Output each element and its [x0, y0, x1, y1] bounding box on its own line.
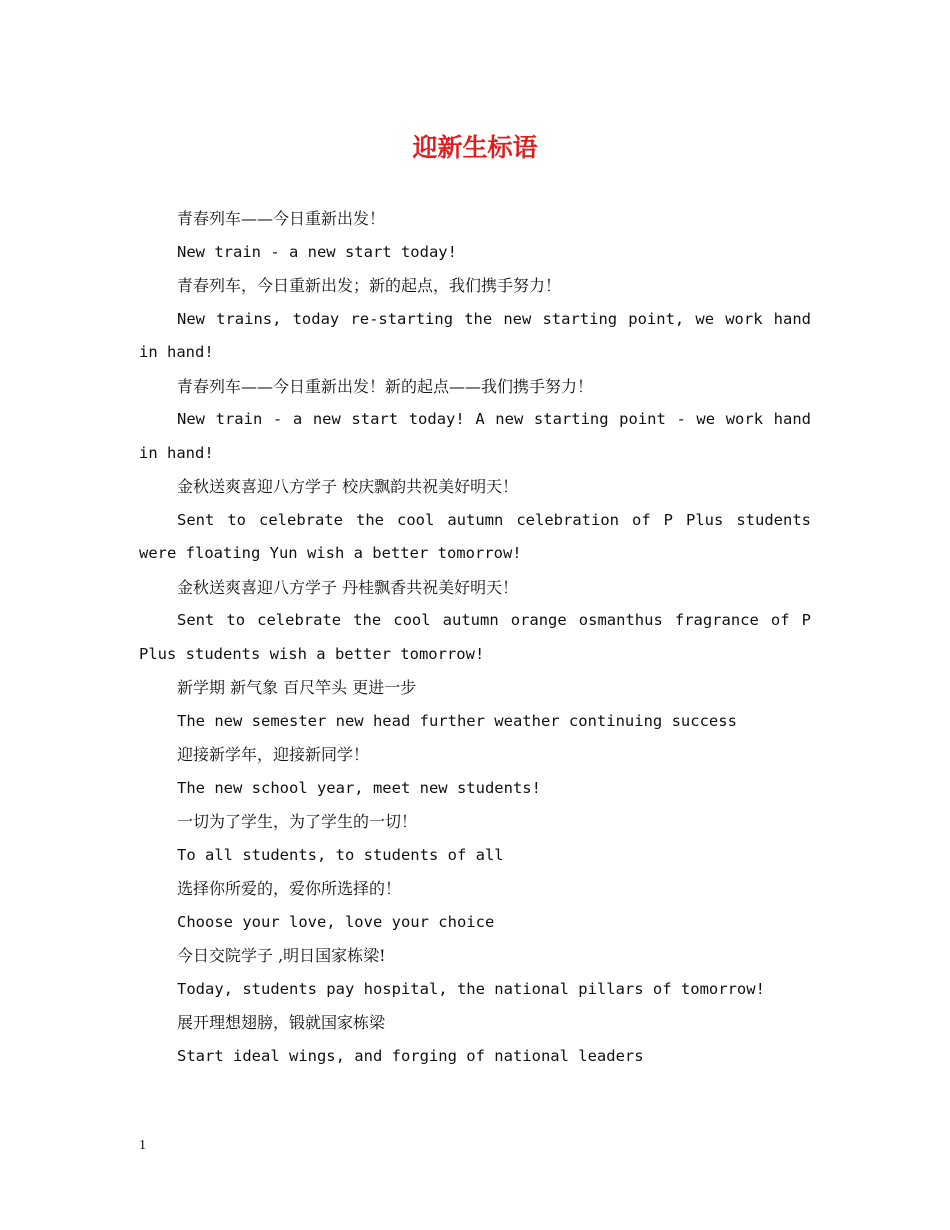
- paragraph-zh: 一切为了学生，为了学生的一切！: [177, 812, 418, 831]
- paragraph-zh: 青春列车——今日重新出发！: [177, 209, 386, 228]
- paragraph-zh: 金秋送爽喜迎八方学子 校庆飘韵共祝美好明天！: [177, 477, 519, 496]
- paragraph-en: The new school year, meet new students!: [177, 778, 541, 797]
- paragraph-en: Choose your love, love your choice: [177, 912, 495, 931]
- paragraph-en: The new semester new head further weather continuing success: [177, 711, 737, 730]
- paragraph-zh: 青春列车——今日重新出发！新的起点——我们携手努力！: [177, 376, 594, 396]
- paragraph-zh: 今日交院学子 ,明日国家栋梁!: [177, 946, 386, 965]
- paragraph-en: Today, students pay hospital, the national pillars of tomorrow!: [177, 979, 765, 998]
- paragraph-en: New train - a new start today!: [177, 242, 457, 261]
- page-number: 1: [139, 1138, 146, 1153]
- paragraph-zh: 展开理想翅膀，锻就国家栋梁: [177, 1013, 386, 1032]
- paragraph-en: New train - a new start today! A new starting point - we work hand in hand!: [139, 410, 811, 462]
- paragraph-en: To all students, to students of all: [177, 845, 504, 864]
- paragraph-en: Start ideal wings, and forging of national leaders: [177, 1046, 644, 1065]
- paragraph-zh: 选择你所爱的，爱你所选择的！: [177, 879, 402, 898]
- paragraph-zh: 迎接新学年，迎接新同学！: [177, 745, 370, 764]
- paragraph-en: New trains, today re-starting the new starting point, we work hand in hand!: [139, 309, 811, 361]
- paragraph-en: Sent to celebrate the cool autumn orange osmanthus fragrance of P Plus students wish a better tomorrow!: [139, 611, 811, 663]
- paragraph-zh: 青春列车，今日重新出发；新的起点，我们携手努力！: [177, 276, 562, 295]
- page-title: 迎新生标语: [412, 133, 538, 162]
- paragraph-zh: 金秋送爽喜迎八方学子 丹桂飘香共祝美好明天！: [177, 577, 519, 597]
- paragraph-en: Sent to celebrate the cool autumn celebration of P Plus students were floating Yun wish a better tomorrow!: [139, 510, 811, 562]
- document-body: [139, 202, 811, 1073]
- paragraph-zh: 新学期 新气象 百尺竿头 更进一步: [177, 678, 417, 697]
